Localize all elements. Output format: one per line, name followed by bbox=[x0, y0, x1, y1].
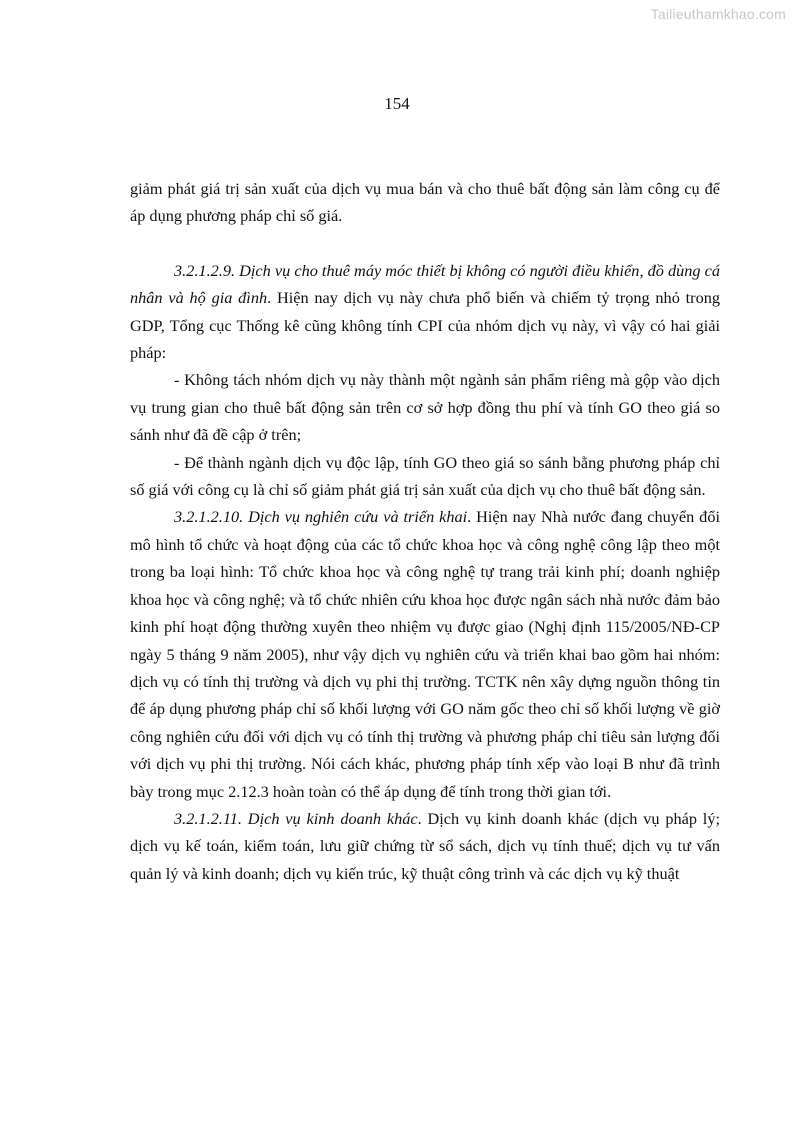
paragraph-text: giảm phát giá trị sản xuất của dịch vụ mua bán và cho thuê bất động sản làm công cụ để áp dụng phương pháp chỉ số giá. bbox=[130, 179, 720, 226]
section-heading: 3.2.1.2.11. Dịch vụ kinh doanh khác bbox=[174, 808, 418, 828]
paragraph-text: . Dịch vụ kinh doanh khác (dịch vụ pháp lý; dịch vụ kế toán, kiểm toán, lưu giữ chứng từ sổ sách, dịch vụ tính thuế; dịch vụ tư vấn quản lý và kinh doanh; dịch vụ kiến trúc, kỹ thuật công trình và các dịch vụ kỹ thuật bbox=[130, 808, 720, 883]
section-heading: 3.2.1.2.10. Dịch vụ nghiên cứu và triển khai bbox=[174, 507, 468, 527]
document-body bbox=[130, 175, 720, 887]
page-number: 154 bbox=[384, 94, 410, 113]
paragraph-text: . Hiện nay Nhà nước đang chuyển đổi mô hình tổ chức và hoạt động của các tổ chức khoa học và công nghệ công lập theo một trong ba loại hình: Tổ chức khoa học và công nghệ tự trang trải kinh phí; doanh nghiệp khoa học và công nghệ; và tổ chức nhiên cứu khoa học được ngân sách nhà nước đảm bảo kinh phí hoạt động thường xuyên theo nhiệm vụ được giao (Nghị định 115/2005/NĐ-CP ngày 5 tháng 9 năm 2005), như vậy dịch vụ nghiên cứu và triển khai bao gồm hai nhóm: dịch vụ có tính thị trường và dịch vụ phi thị trường. TCTK nên xây dựng nguồn thông tin để áp dụng phương pháp chỉ số khối lượng với GO năm gốc theo chỉ số khối lượng về giờ công nghiên cứu đối với dịch vụ có tính thị trường và phương pháp chỉ tiêu sản lượng đối với dịch vụ phi thị trường. Nói cách khác, phương pháp tính xếp vào loại B như đã trình bày trong mục 2.12.3 hoàn toàn có thể áp dụng để tính trong thời gian tới. bbox=[130, 507, 720, 801]
paragraph-section-3-2-1-2-9 bbox=[130, 257, 720, 367]
watermark: Tailieuthamkhao.com bbox=[650, 6, 786, 22]
paragraph-text: - Không tách nhóm dịch vụ này thành một ngành sản phẩm riêng mà gộp vào dịch vụ trung gian cho thuê bất động sản trên cơ sở hợp đồng thu phí và tính GO theo giá so sánh như đã đề cập ở trên; bbox=[130, 370, 720, 445]
paragraph-section-3-2-1-2-11 bbox=[130, 805, 720, 887]
bullet-option-1 bbox=[130, 366, 720, 448]
paragraph-text: . Hiện nay dịch vụ này chưa phổ biến và chiếm tỷ trọng nhỏ trong GDP, Tổng cục Thống kê cũng không tính CPI của nhóm dịch vụ này, vì vậy có hai giải pháp: bbox=[130, 288, 720, 363]
paragraph-text: - Để thành ngành dịch vụ độc lập, tính GO theo giá so sánh bằng phương pháp chỉ số giá với công cụ là chỉ số giảm phát giá trị sản xuất của dịch vụ cho thuê bất động sản. bbox=[130, 452, 720, 500]
paragraph-section-3-2-1-2-10 bbox=[130, 503, 720, 804]
bullet-option-2 bbox=[130, 449, 720, 504]
paragraph-continuation bbox=[130, 175, 720, 230]
section-heading: 3.2.1.2.9. Dịch vụ cho thuê máy móc thiết bị không có người điều khiển, đồ dùng cá nhân và hộ gia đình bbox=[130, 260, 720, 308]
